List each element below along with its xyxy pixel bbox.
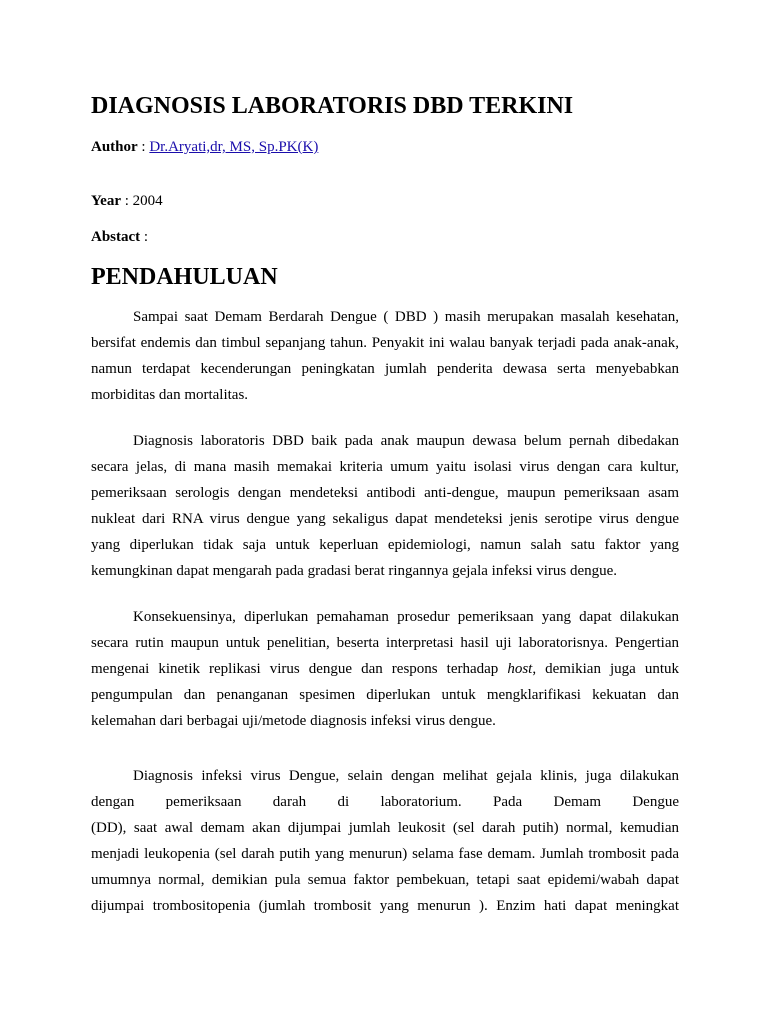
paragraph-line: dijumpai trombositopenia (jumlah trombosit yang menurun ). Enzim hati dapat meningkat — [91, 898, 679, 914]
paragraph-line: secara rutin maupun untuk penelitian, beserta interpretasi hasil uji laboratorisnya. Pengertian — [91, 635, 679, 651]
year-label: Year — [91, 193, 121, 209]
author-label: Author — [91, 139, 138, 155]
paragraph-3 — [91, 604, 679, 734]
paragraph-2 — [91, 428, 679, 584]
paragraph-line: secara jelas, di mana masih memakai kriteria umum yaitu isolasi virus dengan cara kultur, — [91, 459, 679, 475]
author-separator: : — [137, 139, 150, 155]
document-title: DIAGNOSIS LABORATORIS DBD TERKINI — [91, 93, 574, 119]
paragraph-line: Sampai saat Demam Berdarah Dengue ( DBD ) masih merupakan masalah kesehatan, — [133, 309, 679, 325]
text-run: , demikian juga untuk — [532, 661, 680, 677]
year-line — [91, 191, 163, 211]
paragraph-line: Konsekuensinya, diperlukan pemahaman prosedur pemeriksaan yang dapat dilakukan — [133, 609, 679, 625]
paragraph-line: nukleat dari RNA virus dengue yang sekaligus dapat mendeteksi jenis serotipe virus dengue — [91, 511, 679, 527]
paragraph-line: yang diperlukan tidak saja untuk keperluan epidemiologi, namun salah satu faktor yang — [91, 537, 679, 553]
paragraph-line — [91, 656, 679, 682]
author-line — [91, 137, 318, 157]
paragraph-line: namun terdapat kecenderungan peningkatan jumlah penderita dewasa serta menyebabkan — [91, 361, 679, 377]
abstract-line — [91, 227, 148, 247]
year-value: 2004 — [132, 193, 163, 209]
section-heading: PENDAHULUAN — [91, 264, 278, 290]
paragraph-line: morbiditas dan mortalitas. — [91, 387, 249, 403]
paragraph-line: dengan pemeriksaan darah di laboratorium. Pada Demam Dengue — [91, 794, 679, 810]
text-run: mengenai kinetik replikasi virus dengue dan respons terhadap — [91, 661, 508, 677]
paragraph-line: Diagnosis laboratoris DBD baik pada anak maupun dewasa belum pernah dibedakan — [133, 433, 679, 449]
paragraph-4 — [91, 763, 679, 919]
paragraph-line: menjadi leukopenia (sel darah putih yang menurun) selama fase demam. Jumlah trombosit pada — [91, 846, 679, 862]
paragraph-1 — [91, 304, 679, 408]
paragraph-line: umumnya normal, demikian pula semua faktor pembekuan, tetapi saat epidemi/wabah dapat — [91, 872, 679, 888]
paragraph-line: kemungkinan dapat mengarah pada gradasi berat ringannya gejala infeksi virus dengue. — [91, 563, 618, 579]
author-link[interactable]: Dr.Aryati,dr, MS, Sp.PK(K) — [149, 139, 319, 155]
paragraph-line: Diagnosis infeksi virus Dengue, selain dengan melihat gejala klinis, juga dilakukan — [133, 768, 679, 784]
paragraph-line: bersifat endemis dan timbul sepanjang tahun. Penyakit ini walau banyak terjadi pada anak-anak, — [91, 335, 679, 351]
paragraph-line: pemeriksaan serologis dengan mendeteksi antibodi anti-dengue, maupun pemeriksaan asam — [91, 485, 679, 501]
abstract-label: Abstact — [91, 229, 141, 245]
abstract-separator: : — [140, 229, 149, 245]
emphasis-host: host — [507, 661, 533, 677]
year-separator: : — [121, 193, 133, 209]
paragraph-line: (DD), saat awal demam akan dijumpai jumlah leukosit (sel darah putih) normal, kemudian — [91, 820, 679, 836]
paragraph-line: pengumpulan dan penanganan spesimen diperlukan untuk mengklarifikasi kekuatan dan — [91, 687, 679, 703]
paragraph-line: kelemahan dari berbagai uji/metode diagnosis infeksi virus dengue. — [91, 713, 496, 729]
